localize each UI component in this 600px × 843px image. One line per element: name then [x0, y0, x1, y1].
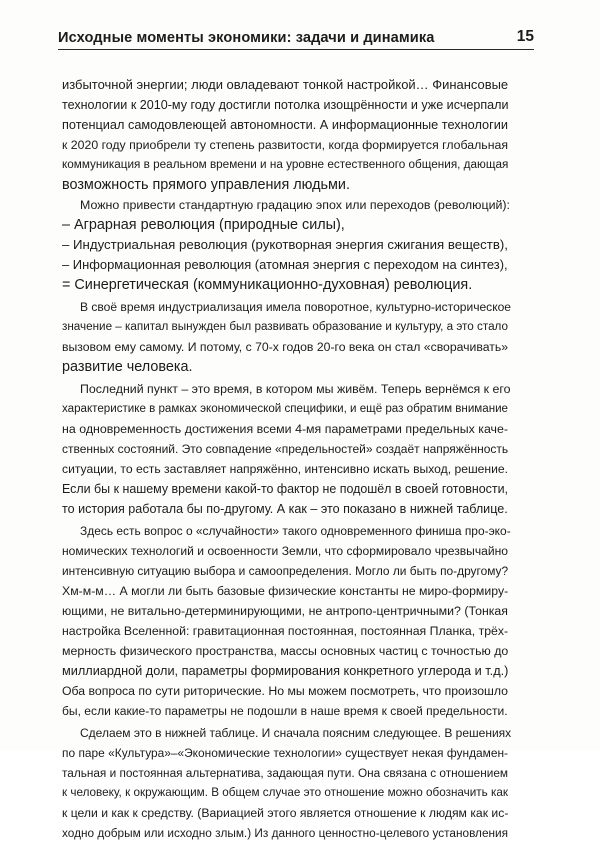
text-line: ходно добрым или исходно злым.) Из данного ценностно-целевого установления [62, 826, 508, 840]
text-line: характеристике в рамках экономической специфики, и ещё раз обратим внимание [62, 403, 508, 415]
text-line: настройка Вселенной: гравитационная постоянная, постоянная Планка, трёх- [62, 624, 509, 638]
text-line: В своё время индустриализация имела поворотное, культурно-историческое [80, 300, 511, 314]
text-line: Здесь есть вопрос о «случайности» такого одновременного финиша про-эко- [80, 524, 511, 538]
page-number: 15 [516, 28, 534, 45]
text-line: к 2020 году приобрели ту степень развитости, когда формируется глобальная [62, 138, 508, 152]
text-line: Последний пункт – это время, в котором мы живём. Теперь вернёмся к его [80, 382, 511, 396]
text-line: Оба вопроса по сути риторические. Но мы можем посмотреть, что произошло [62, 684, 508, 698]
list-item: – Индустриальная революция (рукотворная энергия сжигания веществ), [62, 237, 508, 252]
text-line: коммуникация в реальном времени и на уровне естественного общения, дающая [62, 158, 509, 171]
text-line: ситуации, то есть заставляет напряжённо, интенсивно искать выход, решение. [62, 462, 508, 476]
text-line: развитие человека. [62, 359, 193, 375]
text-line: ственных состояний. Это совпадение «предельностей» создаёт напряжённость [62, 442, 509, 456]
text-line: мерность физического пространства, массы основных частиц с точностью до [62, 644, 509, 658]
text-line: Можно привести стандартную градацию эпох или переходов (революций): [80, 198, 511, 212]
text-line: тальная и постоянная альтернатива, задающая пути. Она связана с отношением [62, 766, 508, 780]
text-line: к человеку, к окружающим. В общем случае это отношение можно обозначить как [62, 786, 508, 799]
text-line: значение – капитал вынужден был развивать образование и культуру, а это стало [62, 320, 508, 333]
text-line: Хм-м-м… А могли ли быть базовые физические константы не миро-формиру- [62, 584, 509, 598]
running-title: Исходные моменты экономики: задачи и динамика [58, 30, 435, 46]
text-line: Если бы к нашему времени какой-то фактор не подошёл в своей готовности, [62, 482, 508, 496]
text-line: технологии к 2010-му году достигли потолка изощрённости и уже исчерпали [62, 98, 509, 112]
body-text [62, 75, 512, 843]
list-item: – Информационная революция (атомная энергия с переходом на синтез), [62, 257, 508, 272]
text-line: избыточной энергии; люди овладевают тонкой настройкой… Финансовые [62, 77, 509, 92]
list-item: – Аграрная революция (природные силы), [62, 217, 345, 233]
text-line: возможность прямого управления людьми. [62, 177, 350, 193]
text-line: по паре «Культура»–«Экономические технологии» существует некая фундамен- [62, 746, 508, 760]
text-line: потенциал самодовлеющей автономности. А информационные технологии [62, 117, 509, 132]
text-line: к цели и как к средству. (Вариацией этого является отношение к людям как ис- [62, 806, 509, 820]
list-item: = Синергетическая (коммуникационно-духовная) революция. [62, 277, 473, 293]
text-line: бы, если какие-то параметры не подошли в наше время к своей предельности. [62, 704, 508, 718]
text-line: на одновременность достижения всеми 4-мя параметрами предельных каче- [62, 422, 508, 436]
text-line: вызовом ему самому. И потому, с 70-х годов 20-го века он стал «сворачивать» [62, 340, 508, 354]
text-line: Сделаем это в нижней таблице. И сначала поясним следующее. В решениях [80, 726, 512, 740]
running-header [58, 18, 534, 50]
text-line: номических технологий и освоенности Земли, что сформировало чрезвычайно [62, 544, 508, 558]
text-line: миллиардной доли, параметры формирования конкретного углерода и т.д.) [62, 663, 509, 678]
text-line: интенсивную ситуацию выбора и самоопределения. Могло ли быть по-другому? [62, 564, 509, 578]
text-line: то история работала бы по-другому. А как – это показано в нижней таблице. [62, 502, 508, 516]
text-line: ющими, не витально-детерминирующими, не антропо-центричными? (Тонкая [62, 604, 508, 618]
